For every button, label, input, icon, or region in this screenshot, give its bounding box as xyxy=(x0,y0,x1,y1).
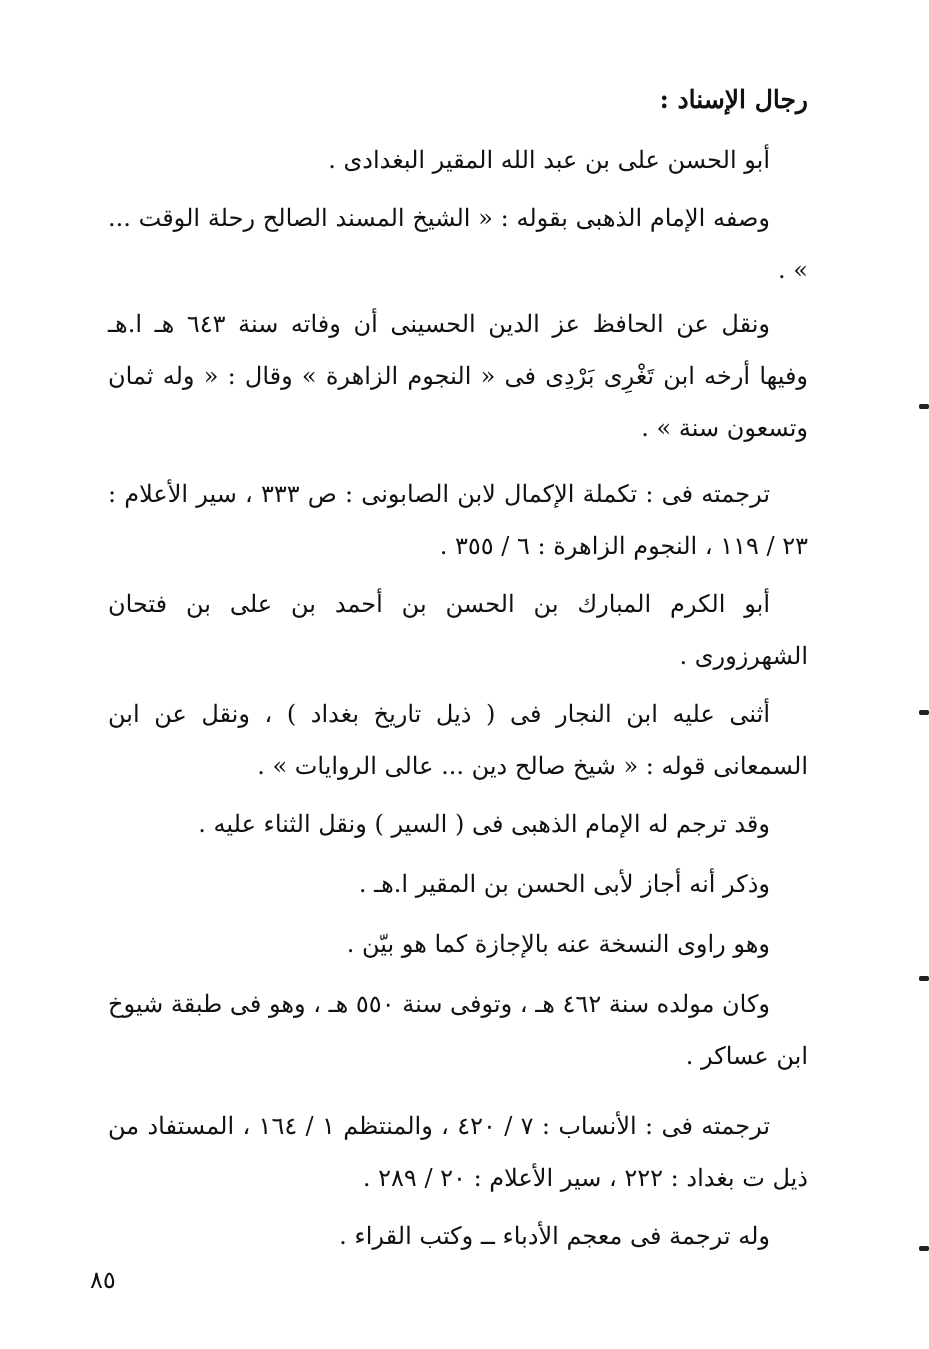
paragraph-text: أثنى عليه ابن النجار فى ( ذيل تاريخ بغداد ) ، ونقل عن ابن السمعانى قوله : « شيخ صالح دين ... عالى الروايات » . xyxy=(108,700,808,780)
scan-mark xyxy=(919,1246,929,1251)
citation-2 xyxy=(108,1100,808,1204)
paragraph-text: ترجمته فى : الأنساب : ٧ / ٤٢٠ ، والمنتظم ١ / ١٦٤ ، المستفاد من ذيل ت بغداد : ٢٢٢ ، سير الأعلام : ٢٠ / ٢٨٩ . xyxy=(108,1112,808,1192)
paragraph-7 xyxy=(108,798,808,850)
page-number: ٨٥ xyxy=(90,1266,116,1294)
paragraph-text: وصفه الإمام الذهبى بقوله : « الشيخ المسند الصالح رحلة الوقت ... » . xyxy=(108,204,808,284)
paragraph-text: أبو الكرم المبارك بن الحسن بن أحمد بن على بن فتحان الشهرزورى . xyxy=(108,590,808,670)
paragraph-8 xyxy=(108,858,808,910)
citation-1 xyxy=(108,468,808,572)
paragraph-text: ونقل عن الحافظ عز الدين الحسينى أن وفاته سنة ٦٤٣ هـ ا.هـ وفيها أرخه ابن تَغْرِى بَرْدِى فى « النجوم الزاهرة » وقال : « وله ثمان وتسعون سنة » . xyxy=(108,310,808,442)
scan-mark xyxy=(919,976,929,981)
paragraph-3 xyxy=(108,298,808,454)
paragraph-2 xyxy=(108,192,808,296)
paragraph-5 xyxy=(108,578,808,682)
paragraph-text: ترجمته فى : تكملة الإكمال لابن الصابونى : ص ٣٣٣ ، سير الأعلام : ٢٣ / ١١٩ ، النجوم الزاهرة : ٦ / ٣٥٥ . xyxy=(108,480,808,560)
paragraph-6 xyxy=(108,688,808,792)
paragraph-9 xyxy=(108,918,808,970)
paragraph-1 xyxy=(108,134,808,186)
scan-mark xyxy=(919,710,929,715)
paragraph-text: أبو الحسن على بن عبد الله المقير البغدادى . xyxy=(328,146,770,174)
paragraph-10 xyxy=(108,978,808,1082)
paragraph-text: وهو راوى النسخة عنه بالإجازة كما هو بيّن . xyxy=(346,930,770,958)
paragraph-text: وذكر أنه أجاز لأبى الحسن بن المقير ا.هـ . xyxy=(358,870,770,898)
paragraph-text: وله ترجمة فى معجم الأدباء ــ وكتب القراء . xyxy=(339,1222,770,1250)
paragraph-text: وكان مولده سنة ٤٦٢ هـ ، وتوفى سنة ٥٥٠ هـ ، وهو فى طبقة شيوخ ابن عساكر . xyxy=(107,990,808,1070)
paragraph-text: وقد ترجم له الإمام الذهبى فى ( السير ) ونقل الثناء عليه . xyxy=(198,810,770,838)
scan-mark xyxy=(919,404,929,409)
section-heading: رجال الإسناد : xyxy=(659,85,808,114)
paragraph-12 xyxy=(108,1210,808,1262)
